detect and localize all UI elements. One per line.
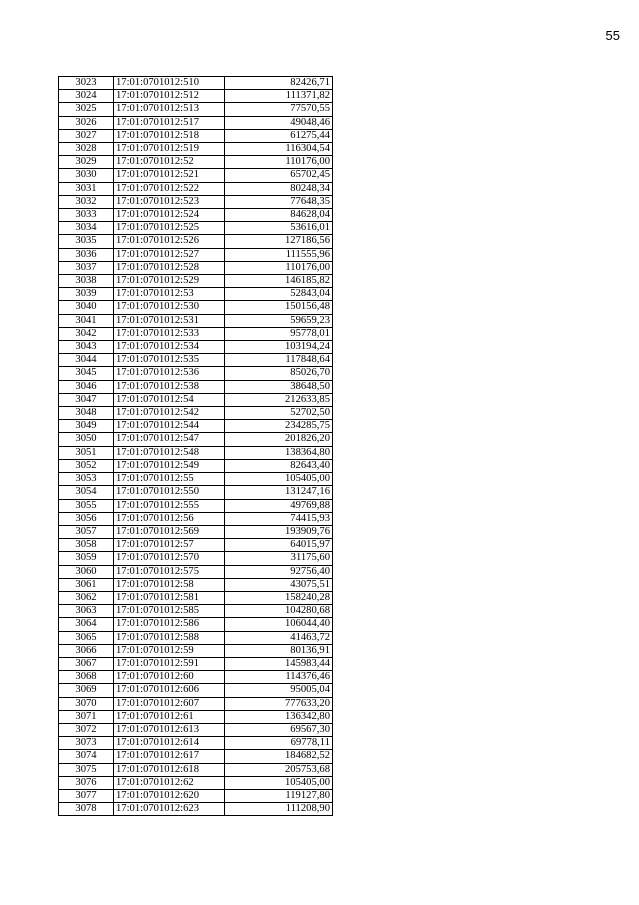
value-cell: 138364,80 (225, 446, 333, 459)
table-row (59, 288, 333, 301)
table-row (59, 776, 333, 789)
row-number-cell: 3054 (59, 486, 114, 499)
row-number-cell: 3024 (59, 90, 114, 103)
cadastral-number-cell: 17:01:0701012:542 (114, 407, 225, 420)
value-cell: 53616,01 (225, 222, 333, 235)
cadastral-number-cell: 17:01:0701012:569 (114, 525, 225, 538)
row-number-cell: 3056 (59, 512, 114, 525)
row-number-cell: 3073 (59, 737, 114, 750)
cadastral-number-cell: 17:01:0701012:529 (114, 275, 225, 288)
value-cell: 106044,40 (225, 618, 333, 631)
row-number-cell: 3043 (59, 341, 114, 354)
row-number-cell: 3066 (59, 644, 114, 657)
value-cell: 95778,01 (225, 327, 333, 340)
table-row (59, 459, 333, 472)
table-row (59, 512, 333, 525)
row-number-cell: 3070 (59, 697, 114, 710)
cadastral-number-cell: 17:01:0701012:535 (114, 354, 225, 367)
table-row (59, 631, 333, 644)
cadastral-number-cell: 17:01:0701012:585 (114, 605, 225, 618)
row-number-cell: 3026 (59, 116, 114, 129)
value-cell: 38648,50 (225, 380, 333, 393)
table-row (59, 129, 333, 142)
cadastral-number-cell: 17:01:0701012:528 (114, 261, 225, 274)
cadastral-number-cell: 17:01:0701012:570 (114, 552, 225, 565)
row-number-cell: 3028 (59, 143, 114, 156)
row-number-cell: 3057 (59, 525, 114, 538)
table-row (59, 222, 333, 235)
row-number-cell: 3038 (59, 275, 114, 288)
table-row (59, 314, 333, 327)
table-row (59, 565, 333, 578)
registry-table-body (59, 77, 333, 816)
cadastral-number-cell: 17:01:0701012:56 (114, 512, 225, 525)
table-row (59, 275, 333, 288)
value-cell: 105405,00 (225, 776, 333, 789)
row-number-cell: 3076 (59, 776, 114, 789)
table-row (59, 750, 333, 763)
cadastral-number-cell: 17:01:0701012:531 (114, 314, 225, 327)
table-row (59, 605, 333, 618)
table-row (59, 578, 333, 591)
table-row (59, 697, 333, 710)
value-cell: 69567,30 (225, 723, 333, 736)
value-cell: 82643,40 (225, 459, 333, 472)
value-cell: 158240,28 (225, 591, 333, 604)
row-number-cell: 3049 (59, 420, 114, 433)
value-cell: 52702,50 (225, 407, 333, 420)
value-cell: 110176,00 (225, 261, 333, 274)
table-row (59, 380, 333, 393)
row-number-cell: 3078 (59, 803, 114, 816)
row-number-cell: 3064 (59, 618, 114, 631)
row-number-cell: 3067 (59, 657, 114, 670)
value-cell: 80248,34 (225, 182, 333, 195)
cadastral-number-cell: 17:01:0701012:550 (114, 486, 225, 499)
table-row (59, 116, 333, 129)
cadastral-number-cell: 17:01:0701012:526 (114, 235, 225, 248)
value-cell: 777633,20 (225, 697, 333, 710)
table-row (59, 90, 333, 103)
table-row (59, 182, 333, 195)
table-row (59, 486, 333, 499)
value-cell: 136342,80 (225, 710, 333, 723)
cadastral-number-cell: 17:01:0701012:527 (114, 248, 225, 261)
table-row (59, 195, 333, 208)
value-cell: 74415,93 (225, 512, 333, 525)
value-cell: 184682,52 (225, 750, 333, 763)
row-number-cell: 3060 (59, 565, 114, 578)
row-number-cell: 3068 (59, 671, 114, 684)
value-cell: 49048,46 (225, 116, 333, 129)
row-number-cell: 3071 (59, 710, 114, 723)
row-number-cell: 3051 (59, 446, 114, 459)
row-number-cell: 3061 (59, 578, 114, 591)
table-row (59, 143, 333, 156)
table-row (59, 235, 333, 248)
cadastral-number-cell: 17:01:0701012:530 (114, 301, 225, 314)
cadastral-number-cell: 17:01:0701012:60 (114, 671, 225, 684)
table-row (59, 103, 333, 116)
cadastral-number-cell: 17:01:0701012:57 (114, 539, 225, 552)
cadastral-number-cell: 17:01:0701012:623 (114, 803, 225, 816)
row-number-cell: 3046 (59, 380, 114, 393)
value-cell: 82426,71 (225, 77, 333, 90)
table-row (59, 248, 333, 261)
value-cell: 110176,00 (225, 156, 333, 169)
row-number-cell: 3044 (59, 354, 114, 367)
table-row (59, 209, 333, 222)
row-number-cell: 3075 (59, 763, 114, 776)
cadastral-number-cell: 17:01:0701012:591 (114, 657, 225, 670)
cadastral-number-cell: 17:01:0701012:512 (114, 90, 225, 103)
table-row (59, 644, 333, 657)
value-cell: 205753,68 (225, 763, 333, 776)
table-row (59, 433, 333, 446)
row-number-cell: 3055 (59, 499, 114, 512)
cadastral-number-cell: 17:01:0701012:534 (114, 341, 225, 354)
table-row (59, 525, 333, 538)
row-number-cell: 3036 (59, 248, 114, 261)
row-number-cell: 3048 (59, 407, 114, 420)
registry-table (58, 76, 333, 816)
value-cell: 77570,55 (225, 103, 333, 116)
table-row (59, 393, 333, 406)
row-number-cell: 3042 (59, 327, 114, 340)
cadastral-number-cell: 17:01:0701012:53 (114, 288, 225, 301)
row-number-cell: 3052 (59, 459, 114, 472)
row-number-cell: 3047 (59, 393, 114, 406)
value-cell: 80136,91 (225, 644, 333, 657)
value-cell: 85026,70 (225, 367, 333, 380)
value-cell: 127186,56 (225, 235, 333, 248)
row-number-cell: 3030 (59, 169, 114, 182)
row-number-cell: 3063 (59, 605, 114, 618)
table-row (59, 341, 333, 354)
table-row (59, 618, 333, 631)
page-number: 55 (605, 28, 620, 43)
cadastral-number-cell: 17:01:0701012:55 (114, 473, 225, 486)
row-number-cell: 3039 (59, 288, 114, 301)
table-row (59, 591, 333, 604)
cadastral-number-cell: 17:01:0701012:620 (114, 789, 225, 802)
row-number-cell: 3027 (59, 129, 114, 142)
cadastral-number-cell: 17:01:0701012:58 (114, 578, 225, 591)
table-row (59, 684, 333, 697)
row-number-cell: 3034 (59, 222, 114, 235)
value-cell: 41463,72 (225, 631, 333, 644)
cadastral-number-cell: 17:01:0701012:555 (114, 499, 225, 512)
cadastral-number-cell: 17:01:0701012:614 (114, 737, 225, 750)
row-number-cell: 3025 (59, 103, 114, 116)
cadastral-number-cell: 17:01:0701012:538 (114, 380, 225, 393)
value-cell: 111208,90 (225, 803, 333, 816)
cadastral-number-cell: 17:01:0701012:618 (114, 763, 225, 776)
value-cell: 111371,82 (225, 90, 333, 103)
value-cell: 49769,88 (225, 499, 333, 512)
value-cell: 234285,75 (225, 420, 333, 433)
table-row (59, 657, 333, 670)
row-number-cell: 3059 (59, 552, 114, 565)
row-number-cell: 3041 (59, 314, 114, 327)
table-row (59, 671, 333, 684)
value-cell: 104280,68 (225, 605, 333, 618)
table-row (59, 156, 333, 169)
cadastral-number-cell: 17:01:0701012:606 (114, 684, 225, 697)
row-number-cell: 3072 (59, 723, 114, 736)
row-number-cell: 3077 (59, 789, 114, 802)
value-cell: 114376,46 (225, 671, 333, 684)
table-row (59, 327, 333, 340)
value-cell: 105405,00 (225, 473, 333, 486)
cadastral-number-cell: 17:01:0701012:617 (114, 750, 225, 763)
row-number-cell: 3058 (59, 539, 114, 552)
table-row (59, 446, 333, 459)
value-cell: 201826,20 (225, 433, 333, 446)
cadastral-number-cell: 17:01:0701012:52 (114, 156, 225, 169)
row-number-cell: 3032 (59, 195, 114, 208)
table-row (59, 473, 333, 486)
cadastral-number-cell: 17:01:0701012:510 (114, 77, 225, 90)
table-row (59, 169, 333, 182)
value-cell: 84628,04 (225, 209, 333, 222)
cadastral-number-cell: 17:01:0701012:581 (114, 591, 225, 604)
row-number-cell: 3023 (59, 77, 114, 90)
row-number-cell: 3074 (59, 750, 114, 763)
table-row (59, 420, 333, 433)
table-row (59, 354, 333, 367)
row-number-cell: 3035 (59, 235, 114, 248)
table-row (59, 261, 333, 274)
value-cell: 119127,80 (225, 789, 333, 802)
row-number-cell: 3033 (59, 209, 114, 222)
value-cell: 31175,60 (225, 552, 333, 565)
cadastral-number-cell: 17:01:0701012:519 (114, 143, 225, 156)
cadastral-number-cell: 17:01:0701012:588 (114, 631, 225, 644)
row-number-cell: 3031 (59, 182, 114, 195)
value-cell: 77648,35 (225, 195, 333, 208)
cadastral-number-cell: 17:01:0701012:62 (114, 776, 225, 789)
table-row (59, 552, 333, 565)
table-row (59, 789, 333, 802)
row-number-cell: 3062 (59, 591, 114, 604)
row-number-cell: 3045 (59, 367, 114, 380)
table-row (59, 723, 333, 736)
value-cell: 116304,54 (225, 143, 333, 156)
row-number-cell: 3050 (59, 433, 114, 446)
cadastral-number-cell: 17:01:0701012:548 (114, 446, 225, 459)
table-row (59, 803, 333, 816)
value-cell: 111555,96 (225, 248, 333, 261)
value-cell: 212633,85 (225, 393, 333, 406)
table-row (59, 367, 333, 380)
value-cell: 61275,44 (225, 129, 333, 142)
cadastral-number-cell: 17:01:0701012:61 (114, 710, 225, 723)
table-row (59, 499, 333, 512)
cadastral-number-cell: 17:01:0701012:524 (114, 209, 225, 222)
table-row (59, 763, 333, 776)
table-row (59, 710, 333, 723)
value-cell: 146185,82 (225, 275, 333, 288)
value-cell: 59659,23 (225, 314, 333, 327)
cadastral-number-cell: 17:01:0701012:607 (114, 697, 225, 710)
value-cell: 64015,97 (225, 539, 333, 552)
value-cell: 117848,64 (225, 354, 333, 367)
row-number-cell: 3037 (59, 261, 114, 274)
table-row (59, 407, 333, 420)
cadastral-number-cell: 17:01:0701012:586 (114, 618, 225, 631)
cadastral-number-cell: 17:01:0701012:517 (114, 116, 225, 129)
cadastral-number-cell: 17:01:0701012:536 (114, 367, 225, 380)
value-cell: 150156,48 (225, 301, 333, 314)
row-number-cell: 3029 (59, 156, 114, 169)
value-cell: 69778,11 (225, 737, 333, 750)
value-cell: 65702,45 (225, 169, 333, 182)
row-number-cell: 3065 (59, 631, 114, 644)
cadastral-number-cell: 17:01:0701012:525 (114, 222, 225, 235)
cadastral-number-cell: 17:01:0701012:547 (114, 433, 225, 446)
value-cell: 92756,40 (225, 565, 333, 578)
table-row (59, 737, 333, 750)
cadastral-number-cell: 17:01:0701012:59 (114, 644, 225, 657)
table-row (59, 77, 333, 90)
row-number-cell: 3053 (59, 473, 114, 486)
cadastral-number-cell: 17:01:0701012:518 (114, 129, 225, 142)
cadastral-number-cell: 17:01:0701012:513 (114, 103, 225, 116)
cadastral-number-cell: 17:01:0701012:521 (114, 169, 225, 182)
cadastral-number-cell: 17:01:0701012:613 (114, 723, 225, 736)
cadastral-number-cell: 17:01:0701012:549 (114, 459, 225, 472)
table-row (59, 539, 333, 552)
value-cell: 145983,44 (225, 657, 333, 670)
row-number-cell: 3040 (59, 301, 114, 314)
value-cell: 131247,16 (225, 486, 333, 499)
value-cell: 193909,76 (225, 525, 333, 538)
cadastral-number-cell: 17:01:0701012:544 (114, 420, 225, 433)
cadastral-number-cell: 17:01:0701012:523 (114, 195, 225, 208)
value-cell: 52843,04 (225, 288, 333, 301)
cadastral-number-cell: 17:01:0701012:533 (114, 327, 225, 340)
cadastral-number-cell: 17:01:0701012:575 (114, 565, 225, 578)
value-cell: 103194,24 (225, 341, 333, 354)
cadastral-number-cell: 17:01:0701012:54 (114, 393, 225, 406)
table-row (59, 301, 333, 314)
cadastral-number-cell: 17:01:0701012:522 (114, 182, 225, 195)
value-cell: 95005,04 (225, 684, 333, 697)
row-number-cell: 3069 (59, 684, 114, 697)
value-cell: 43075,51 (225, 578, 333, 591)
